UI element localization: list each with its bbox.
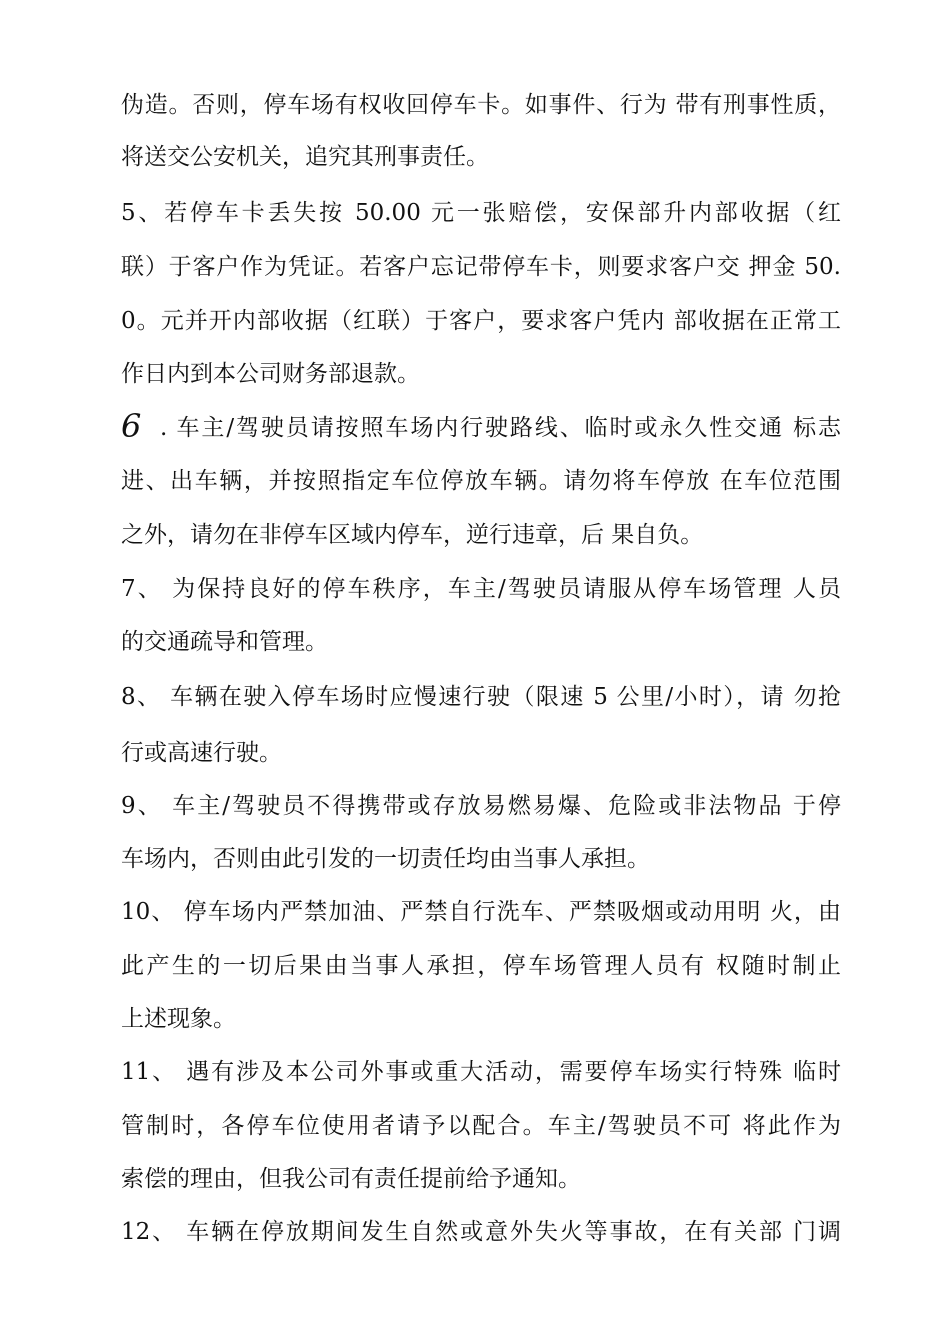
text-line: 进、出车辆，并按照指定车位停放车辆。请勿将车停放 在车位范围 <box>121 468 841 494</box>
text-line: 联）于客户作为凭证。若客户忘记带停车卡，则要求客户交 押金 50. <box>121 254 841 280</box>
item-number-6: 6 <box>121 407 142 445</box>
text-line: 作日内到本公司财务部退款。 <box>121 361 420 387</box>
text-line: 10、 停车场内严禁加油、严禁自行洗车、严禁吸烟或动用明 火，由 <box>121 899 841 925</box>
text-line: 行或高速行驶。 <box>121 740 282 766</box>
text-line: 车场内，否则由此引发的一切责任均由当事人承担。 <box>121 846 650 872</box>
text-line: 将送交公安机关，追究其刑事责任。 <box>121 144 489 170</box>
text-line: 索偿的理由，但我公司有责任提前给予通知。 <box>121 1166 581 1192</box>
text-line: 7、 为保持良好的停车秩序，车主/驾驶员请服从停车场管理 人员 <box>121 576 841 602</box>
text-line: 的交通疏导和管理。 <box>121 629 328 655</box>
text-line: 上述现象。 <box>121 1006 236 1032</box>
text-line: 伪造。否则，停车场有权收回停车卡。如事件、行为 带有刑事性质， <box>121 92 841 118</box>
text-line: 12、 车辆在停放期间发生自然或意外失火等事故，在有关部 门调 <box>121 1219 841 1245</box>
text-line: 8、 车辆在驶入停车场时应慢速行驶（限速 5 公里/小时），请 勿抢 <box>121 684 841 710</box>
text-line: 此产生的一切后果由当事人承担，停车场管理人员有 权随时制止 <box>121 953 841 979</box>
text-line: 9、 车主/驾驶员不得携带或存放易燃易爆、危险或非法物品 于停 <box>121 793 841 819</box>
text-line: 管制时，各停车位使用者请予以配合。车主/驾驶员不可 将此作为 <box>121 1113 841 1139</box>
text-line: 0。元并开内部收据（红联）于客户，要求客户凭内 部收据在正常工 <box>121 308 841 334</box>
text-line: . 车主/驾驶员请按照车场内行驶路线、临时或永久性交通 标志 <box>160 415 841 441</box>
text-line: 11、 遇有涉及本公司外事或重大活动，需要停车场实行特殊 临时 <box>121 1059 841 1085</box>
text-line: 5、若停车卡丢失按 50.00 元一张赔偿，安保部升内部收据（红 <box>121 200 841 226</box>
text-line: 之外，请勿在非停车区域内停车，逆行违章，后 果自负。 <box>121 522 704 548</box>
